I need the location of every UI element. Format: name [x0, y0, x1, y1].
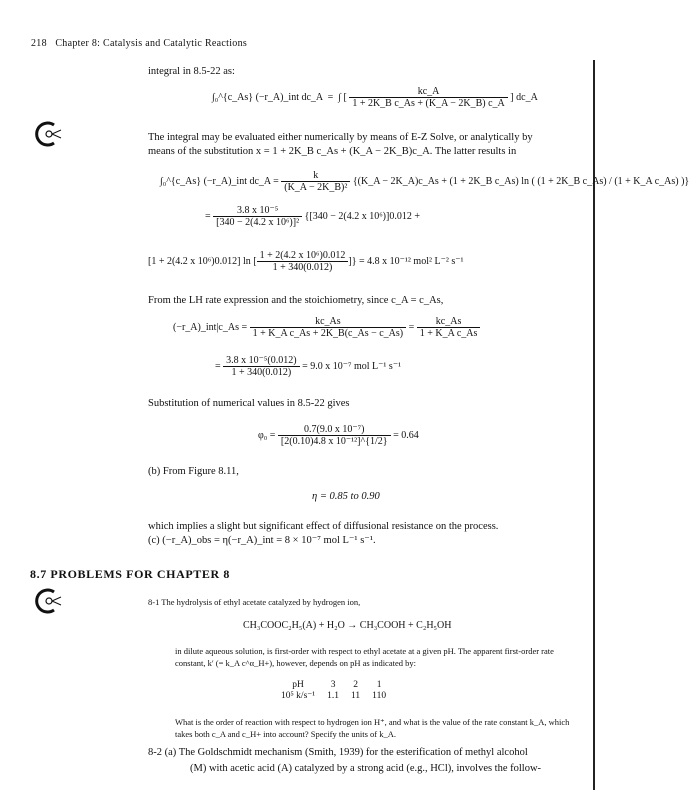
problem-8-1-reaction: CH₃COOC₂H₅(A) + H₂O → CH₃COOH + C₂H₅OH	[243, 620, 452, 631]
problem-8-1-body: in dilute aqueous solution, is first-order with respect to ethyl acetate at a given pH. The apparent first-order rate constant, k′ (= k_A c^α_H+), however, depends on pH as indicated by:	[175, 646, 554, 668]
eq1-lhs: ∫₀^{c_As} (−r_A)_int dc_A	[212, 91, 323, 103]
equation-1: ∫₀^{c_As} (−r_A)_int dc_A = ∫ [ $\frac{kc\_A}{\text{1 + 2K\_B c\_As + (K\_A − 2K\_B) c\_A}}$ ] dc_A	[212, 86, 538, 109]
eq2-line3-left: [1 + 2(4.2 x 10⁶)0.012] ln	[148, 255, 251, 267]
table-cell: 2	[353, 680, 358, 690]
eq2-den: (K_A − 2K_B)²	[281, 181, 350, 193]
eq3-den2: 1 + K_A c_As	[417, 327, 481, 339]
table-cell: 1.1	[327, 690, 340, 701]
equation-4	[258, 424, 419, 447]
paragraph-diffusional: which implies a slight but significant effect of diffusional resistance on the process.	[148, 521, 499, 532]
eq3-line2-den: 1 + 340(0.012)	[223, 366, 299, 378]
eq2-line2-fraction	[213, 205, 302, 228]
eq3-fraction-2	[417, 316, 481, 339]
paragraph-substitution: The integral may be evaluated either numerically by means of E-Z Solve, or analytically by means of the substitution x = 1 + 2K_B c_As + (K_A − 2K_B)c_A. The latter results in	[148, 132, 533, 157]
eq2-lhs: ∫₀^{c_As} (−r_A)_int dc_A	[160, 175, 271, 187]
equation-2-line1: ∫₀^{c_As} (−r_A)_int dc_A = $\frac{k}{\text{(K\_A − 2K\_B)²}}$ {(K_A − 2K_A)c_As + (1 + 2K_B c_As) ln ( (1 + 2K_B c_As) / (1 + K_A c_As) )}	[160, 170, 689, 193]
equation-3-line2: = $\frac{\text{3.8 x 10⁻⁵(0.012)}}{1 + 340(0.012)}$ = 9.0 x 10⁻⁷ mol L⁻¹ s⁻¹	[215, 355, 402, 378]
page-number: 218	[31, 38, 47, 49]
table-row	[275, 690, 392, 701]
table-label: 10⁵ k/s⁻¹	[281, 691, 316, 701]
table-label: pH	[292, 680, 304, 690]
equation-3-line1	[173, 316, 480, 339]
eq2-line3-den: 1 + 340(0.012)	[257, 261, 349, 273]
eq3-lhs: (−r_A)_int|c_As =	[173, 321, 248, 333]
problem-8-2-line2: (M) with acetic acid (A) catalyzed by a strong acid (e.g., HCl), involves the follow-	[190, 763, 542, 774]
eq2-line3-result: = 4.8 x 10⁻¹² mol² L⁻² s⁻¹	[359, 255, 464, 267]
paragraph-lh-rate: From the LH rate expression and the stoichiometry, since c_A = c_As,	[148, 295, 444, 306]
eq2-num: k	[313, 170, 319, 181]
cd-rom-icon	[32, 120, 62, 148]
problem-8-1-question: What is the order of reaction with respect to hydrogen ion H⁺, and what is the value of the rate constant k_A, which takes both c_A and c_H+ into account? Specify the units of k_A.	[175, 717, 570, 739]
eq1-fraction	[349, 86, 507, 109]
eq3-den: 1 + K_A c_As + 2K_B(c_As − c_As)	[250, 327, 407, 339]
eq3-line2-fraction	[223, 355, 299, 378]
eq1-num: kc_A	[417, 86, 440, 97]
equation-2-line3: [1 + 2(4.2 x 10⁶)0.012] ln [ $\frac{\text{1 + 2(4.2 x 10⁶)0.012}}{1 + 340(0.012)}$ ]} = 4.8 x 10⁻¹² mol² L⁻² s⁻¹	[148, 250, 464, 273]
problem-8-2-line1: 8-2 (a) The Goldschmidt mechanism (Smith, 1939) for the esterification of methyl alcohol	[148, 747, 528, 758]
eq1-den: 1 + 2K_B c_As + (K_A − 2K_B) c_A	[349, 97, 507, 109]
table-cell: 1	[376, 680, 382, 690]
eq2-line2-den: [340 − 2(4.2 x 10⁶)]²	[213, 216, 302, 228]
eq4-num: 0.7(9.0 x 10⁻⁷)	[304, 424, 365, 435]
eq2-line3-num: 1 + 2(4.2 x 10⁶)0.012	[259, 250, 346, 261]
eq3-line2-num: 3.8 x 10⁻⁵(0.012)	[226, 355, 297, 366]
eq2-bracket: (K_A − 2K_A)c_As + (1 + 2K_B c_As) ln ( (1 + 2K_B c_As) / (1 + K_A c_As) )	[357, 175, 685, 187]
eq2-line3-fraction	[257, 250, 349, 273]
table-cell: 3	[330, 680, 336, 690]
table-cell: 11	[351, 690, 361, 701]
running-header	[31, 38, 247, 49]
eq2-fraction	[281, 170, 350, 193]
eq3-line2-result: = 9.0 x 10⁻⁷ mol L⁻¹ s⁻¹	[302, 360, 402, 372]
eq2-line2-tail: {[340 − 2(4.2 x 10⁶)]0.012 +	[304, 210, 420, 222]
table-cell: 110	[372, 690, 387, 701]
chapter-title: Chapter 8: Catalysis and Catalytic Reactions	[55, 38, 248, 49]
eq3-mid: =	[408, 321, 415, 333]
part-c-text: (c) (−r_A)_obs = η(−r_A)_int = 8 × 10⁻⁷ mol L⁻¹ s⁻¹.	[148, 535, 376, 546]
section-heading: 8.7 PROBLEMS FOR CHAPTER 8	[30, 567, 230, 581]
eq3-fraction	[250, 316, 407, 339]
ph-table	[275, 680, 392, 701]
eq4-lhs: φ₀ =	[258, 429, 276, 441]
eq3-num2: kc_As	[435, 316, 462, 327]
eta-value: η = 0.85 to 0.90	[312, 491, 380, 502]
part-b-label: (b) From Figure 8.11,	[148, 466, 239, 477]
eq4-den: [2(0.10)4.8 x 10⁻¹²]^{1/2}	[278, 435, 391, 447]
problem-8-1-intro: 8-1 The hydrolysis of ethyl acetate catalyzed by hydrogen ion,	[148, 597, 361, 607]
cd-rom-icon	[32, 587, 62, 615]
equation-2-line2: = $\frac{\text{3.8 x 10⁻⁵}}{\text{[340 − 2(4.2 x 10⁶)]²}}$ {[340 − 2(4.2 x 10⁶)]0.012 +	[205, 205, 420, 228]
paragraph-substitution-numerical: Substitution of numerical values in 8.5-22 gives	[148, 398, 350, 409]
eq4-fraction	[278, 424, 391, 447]
eq1-suffix: dc_A	[516, 91, 538, 103]
eq2-line2-num: 3.8 x 10⁻⁵	[236, 205, 279, 216]
eq3-num: kc_As	[315, 316, 341, 327]
table-row	[275, 680, 392, 690]
eq4-result: = 0.64	[393, 429, 419, 441]
intro-text: integral in 8.5-22 as:	[148, 66, 235, 77]
